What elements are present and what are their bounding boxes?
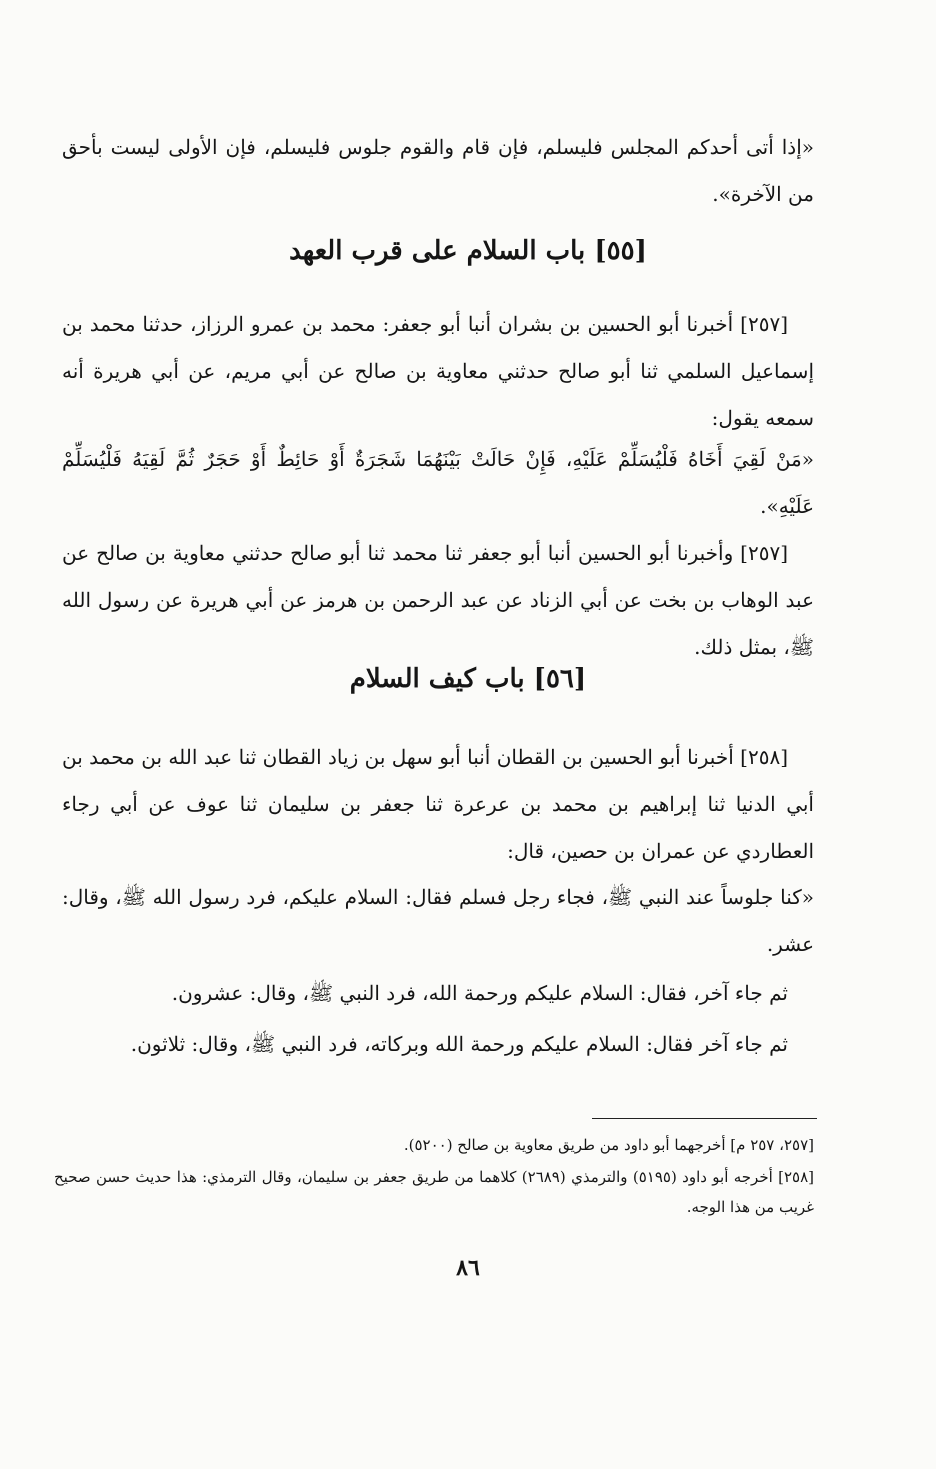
chapter-heading-56: [٥٦] باب كيف السلام [349, 664, 587, 694]
hadith-text-258-third: ثم جاء آخر فقال: السلام عليكم ورحمة الله وبركاته، فرد النبي ﷺ، وقال: ثلاثون. [130, 1032, 788, 1056]
footnote-257: [٢٥٧، ٢٥٧ م] أخرجهما أبو داود من طريق معاوية بن صالح (٥٢٠٠). [403, 1136, 814, 1154]
hadith-text-258-second: ثم جاء آخر، فقال: السلام عليكم ورحمة الله، فرد النبي ﷺ، وقال: عشرون. [171, 981, 788, 1005]
page-number: ٨٦ [456, 1255, 480, 1281]
chapter-heading-55: [٥٥] باب السلام على قرب العهد [289, 236, 647, 266]
footnote-divider [592, 1118, 817, 1119]
hadith-text-258: «كنا جلوساً عند النبي ﷺ، فجاء رجل فسلم فقال: السلام عليكم، فرد رسول الله ﷺ، وقال: عشر. [62, 885, 814, 956]
isnad-paragraph-257: [٢٥٧] أخبرنا أبو الحسين بن بشران أنبا أبو جعفر: محمد بن عمرو الرزاز، حدثنا محمد بن إسماعيل السلمي ثنا أبو صالح حدثني معاوية بن صالح عن أبي مريم، عن أبي هريرة أنه سمعه يقول: [62, 312, 814, 430]
hadith-text-257: «مَنْ لَقِيَ أَخَاهُ فَلْيُسَلِّمْ عَلَيْهِ، فَإِنْ حَالَتْ بَيْنَهُمَا شَجَرَةٌ أَوْ حَائِطٌ أَوْ حَجَرٌ ثُمَّ لَقِيَهُ فَلْيُسَلِّمْ عَلَيْهِ». [62, 447, 814, 518]
hadith-text-continued: «إذا أتى أحدكم المجلس فليسلم، فإن قام والقوم جلوس فليسلم، فإن الأولى ليست بأحق من الآخرة». [62, 135, 814, 206]
isnad-paragraph-258: [٢٥٨] أخبرنا أبو الحسين بن القطان أنبا أبو سهل بن زياد القطان ثنا عبد الله بن محمد بن أبي الدنيا ثنا إبراهيم بن محمد بن عرعرة ثنا جعفر بن سليمان ثنا عوف عن أبي رجاء العطاردي عن عمران بن حصين، قال: [62, 745, 814, 863]
isnad-paragraph-257m: [٢٥٧] وأخبرنا أبو الحسين أنبا أبو جعفر ثنا محمد ثنا أبو صالح حدثني معاوية بن صالح عن عبد الوهاب بن بخت عن أبي الزناد عن عبد الرحمن بن هرمز عن أبي هريرة عن رسول الله ﷺ، بمثل ذلك. [62, 541, 814, 659]
footnote-258: [٢٥٨] أخرجه أبو داود (٥١٩٥) والترمذي (٢٦٨٩) كلاهما من طريق جعفر بن سليمان، وقال الترمذي: هذا حديث حسن صحيح غريب من هذا الوجه. [54, 1168, 814, 1216]
